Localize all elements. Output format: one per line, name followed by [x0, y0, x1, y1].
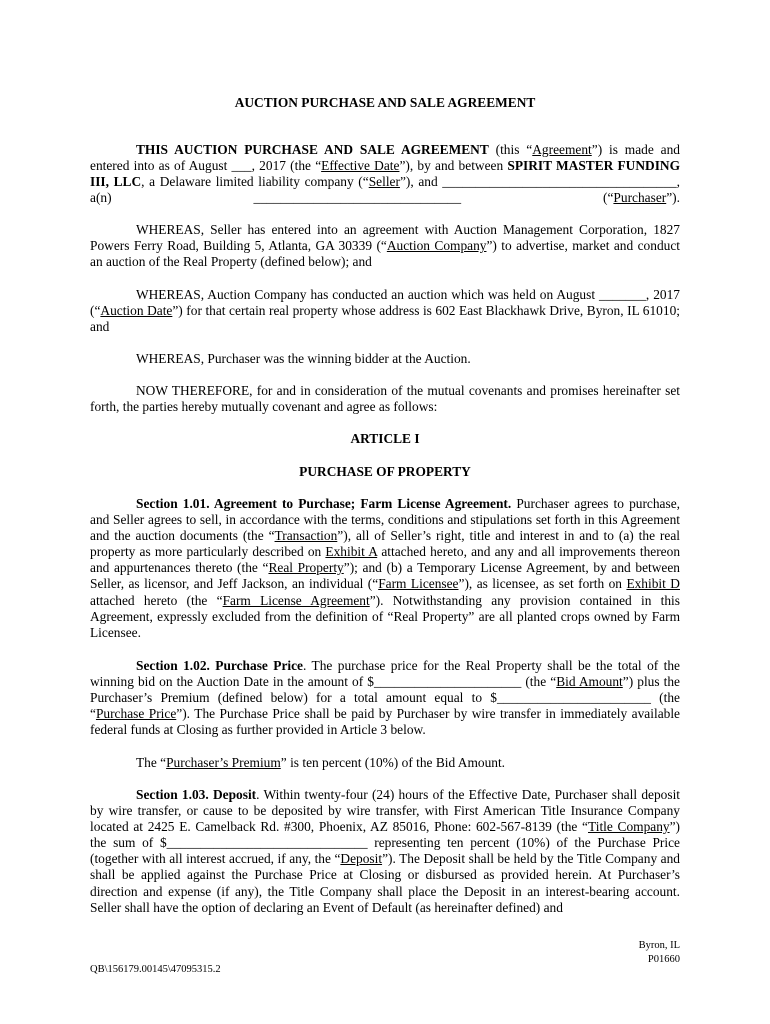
defined-term-auction-date: Auction Date — [100, 303, 173, 319]
defined-term-transaction: Transaction — [274, 528, 338, 544]
document-title: AUCTION PURCHASE AND SALE AGREEMENT — [234, 95, 536, 110]
footer-location: Byron, IL — [638, 940, 680, 951]
now-therefore-paragraph: NOW THEREFORE, for and in consideration of the mutual covenants and promises hereinafter set forth, the parties hereby mutually covenant and agree as follows: — [90, 383, 680, 415]
defined-term-title-company: Title Company — [588, 819, 670, 835]
whereas-paragraph-3: WHEREAS, Purchaser was the winning bidder at the Auction. — [136, 351, 471, 366]
article-title: PURCHASE OF PROPERTY — [299, 464, 471, 479]
intro-paragraph: THIS AUCTION PURCHASE AND SALE AGREEMENT (this “Agreement”) is made and entered into as of August ___, 2017 (the “Effective Date”), by and between SPIRIT MASTER FUNDING III, LLC, a Delaware limited liability company (“Seller”), and ___________________________________, a(n) _______________________________ (“Purchaser”). — [90, 142, 680, 206]
section-1-03: Section 1.03. Deposit. Within twenty-four (24) hours of the Effective Date, Purchaser shall deposit by wire transfer, or cause to be deposited by wire transfer, with First American Title Insurance Company located at 2425 E. Camelback Rd. #300, Phoenix, AZ 85016, Phone: 602-567-8139 (the “Title Company”) the sum of $______________________________ representing ten percent (10%) of the Purchase Price (together with all interest accrued, if any, the “Deposit”). The Deposit shall be held by the Title Company and shall be applied against the Purchase Price at Closing or disbursed as provided herein. At Purchaser’s direction and expense (if any), the Title Company shall place the Deposit in an interest-bearing account. Seller shall have the option of declaring an Event of Default (as hereinafter defined) and — [90, 787, 681, 915]
section-1-01: Section 1.01. Agreement to Purchase; Farm License Agreement. Purchaser agrees to purchase, and Seller agrees to sell, in accordance with the terms, conditions and stipulations set forth in this Agreement and the auction documents (the “Transaction”), all of Seller’s right, title and interest in and to (a) the real property as more particularly described on Exhibit A attached hereto, and any and all improvements thereon and appurtenances thereto (the “Real Property”); and (b) a Temporary License Agreement, by and between Seller, as licensor, and Jeff Jackson, an individual (“Farm Licensee”), as licensee, as set forth on Exhibit D attached hereto (the “Farm License Agreement”). Notwithstanding any provision contained in this Agreement, expressly excluded from the definition of “Real Property” are all planted crops owned by Farm Licensee. — [90, 496, 681, 640]
defined-term-farm-license-agreement: Farm License Agreement — [222, 592, 370, 608]
defined-term-effective-date: Effective Date — [321, 158, 400, 174]
purchasers-premium-paragraph: The “Purchaser’s Premium” is ten percent (10%) of the Bid Amount. — [136, 755, 506, 770]
section-1-02-heading: Section 1.02. Purchase Price — [136, 658, 304, 673]
whereas-paragraph-1: WHEREAS, Seller has entered into an agreement with Auction Management Corporation, 1827 Powers Ferry Road, Building 5, Atlanta, GA 30339 (“Auction Company”) to advertise, market and conduct an auction of the Real Property (defined below); and — [90, 222, 680, 270]
exhibit-d-reference: Exhibit D — [626, 576, 680, 592]
defined-term-farm-licensee: Farm Licensee — [378, 576, 459, 592]
defined-term-real-property: Real Property — [268, 560, 344, 576]
exhibit-a-reference: Exhibit A — [325, 544, 378, 560]
footer-document-id: QB\156179.00145\47095315.2 — [90, 964, 221, 975]
defined-term-seller: Seller — [368, 174, 400, 190]
defined-term-purchaser: Purchaser — [613, 190, 667, 206]
defined-term-auction-company: Auction Company — [386, 238, 487, 254]
footer-property-code: P01660 — [647, 954, 680, 965]
section-1-02: Section 1.02. Purchase Price. The purchase price for the Real Property shall be the total of the winning bid on the Auction Date in the amount of $______________________ (the “Bid Amount”) plus the Purchaser’s Premium (defined below) for a total amount equal to $_______________________ (the “Purchase Price”). The Purchase Price shall be paid by Purchaser by wire transfer in immediately available federal funds at Closing as further provided in Article 3 below. — [90, 658, 681, 738]
defined-term-agreement: Agreement — [532, 142, 592, 157]
defined-term-purchase-price: Purchase Price — [95, 706, 177, 722]
whereas-paragraph-2: WHEREAS, Auction Company has conducted an auction which was held on August _______, 2017 (“Auction Date”) for that certain real property whose address is 602 East Blackhawk Drive, Byron, IL 61010; and — [90, 287, 680, 335]
seller-name: SPIRIT MASTER FUNDING III, LLC — [90, 158, 680, 190]
section-1-03-heading: Section 1.03. Deposit — [136, 787, 257, 802]
article-heading: ARTICLE I — [350, 431, 420, 446]
intro-lead: THIS AUCTION PURCHASE AND SALE AGREEMENT — [136, 142, 489, 157]
defined-term-deposit: Deposit — [340, 851, 383, 867]
defined-term-purchasers-premium: Purchaser’s Premium — [166, 755, 281, 770]
defined-term-bid-amount: Bid Amount — [556, 674, 623, 690]
section-1-01-heading: Section 1.01. Agreement to Purchase; Farm License Agreement. — [136, 496, 512, 511]
footer-property-info — [639, 939, 680, 967]
